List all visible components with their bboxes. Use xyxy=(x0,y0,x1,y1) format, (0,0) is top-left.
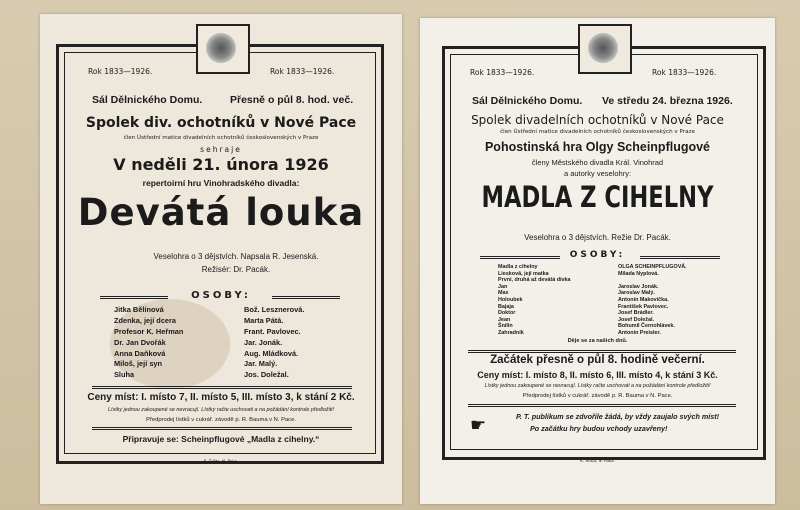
cast-row xyxy=(498,271,738,278)
cast-row xyxy=(114,370,359,381)
start-time: Začátek přesně o půl 8. hodině večerní. xyxy=(490,354,705,366)
cast-list xyxy=(498,264,738,337)
cast-actor: Aug. Mládková. xyxy=(244,348,299,358)
cast-role: Sluha xyxy=(114,370,135,380)
cast-role: Max xyxy=(498,290,509,297)
cast-heading: OSOBY: xyxy=(191,290,251,301)
cast-row xyxy=(114,359,359,370)
presale: Předprodej lístků v cukrář. závodě p. R. Bauma v N. Pace. xyxy=(146,417,296,423)
cast-actor: Jar. Malý. xyxy=(244,359,278,369)
cast-actor: Jar. Jonák. xyxy=(244,337,283,347)
cast-row xyxy=(498,330,738,337)
preparing-next: Připravuje se: Scheinpflugové „Madla z cihelny.“ xyxy=(122,434,320,444)
cast-role: Profesor K. Heřman xyxy=(114,326,184,336)
printer: K. Šrůta, N. Paka. xyxy=(580,458,615,463)
divider xyxy=(92,427,352,430)
cast-role: Zahradník xyxy=(498,329,524,336)
cast-row xyxy=(498,304,738,311)
member-line: člen Ústřední matice divadelních ochotníků československých v Praze xyxy=(123,135,319,141)
cast-actor: František Pavlovec. xyxy=(618,303,669,310)
presale: Předprodej lístků v cukrář. závodě p. R. Bauma v N. Pace. xyxy=(522,393,673,399)
years-left: Rok 1833—1926. xyxy=(88,67,153,76)
cast-row xyxy=(114,327,359,338)
venue: Sál Dělnického Domu. xyxy=(92,94,203,106)
cast-row xyxy=(114,316,359,327)
cast-actor: Josef Brádler. xyxy=(618,310,654,317)
cast-role: Miloš, její syn xyxy=(114,359,163,369)
society: Spolek divadelních ochotníků v Nové Pace xyxy=(471,113,724,127)
cast-actor: Bohumil Černohlávek. xyxy=(618,323,675,330)
divider xyxy=(92,386,352,389)
guest-sub1: členy Městského divadla Král. Vinohrad xyxy=(531,158,664,167)
cast-actor: Jos. Doležal. xyxy=(244,370,289,380)
play-subtitle: Veselohra o 3 dějstvích. Režie Dr. Pacák. xyxy=(524,233,671,242)
tickets-note: Lístky jednou zakoupené se nevracují. Lístky račte uschovati a na požádání kontrole předložiti! xyxy=(484,383,711,389)
cast-actor: Josef Doležal. xyxy=(618,316,654,323)
cast-role: Dr. Jan Dvořák xyxy=(114,337,166,347)
guest-sub2: a autorky veselohry: xyxy=(563,169,632,178)
cast-row xyxy=(114,338,359,349)
cast-actor: Milada Nyplová. xyxy=(618,270,659,277)
play-title: Devátá louka xyxy=(77,191,365,234)
poster-madla-z-cihelny xyxy=(420,18,775,504)
cast-role: Bajaja xyxy=(498,303,514,310)
guest-performance: Pohostinská hra Olgy Scheinpflugové xyxy=(484,140,711,154)
cast-actor: Antonín Makovička. xyxy=(618,296,669,303)
cast-rule-right xyxy=(640,256,720,259)
poster-devata-louka xyxy=(40,14,402,504)
cast-role: První, druhá až devátá dívka xyxy=(498,277,571,284)
cast-row xyxy=(114,349,359,360)
venue: Sál Dělnického Domu. xyxy=(472,95,583,107)
cast-row xyxy=(498,310,738,317)
sehraje: sehraje xyxy=(200,145,242,154)
cast-role: Anna Daňková xyxy=(114,348,166,358)
play-title: MADLA Z CIHELNY xyxy=(481,180,714,214)
cast-actor: Antonín Preisler. xyxy=(618,329,661,336)
years-right: Rok 1833—1926. xyxy=(270,67,335,76)
repertoire-line: repertoirní hru Vinohradského divadla: xyxy=(142,178,300,188)
director: Režisér: Dr. Pacák. xyxy=(201,265,271,274)
cast-actor: Frant. Pavlovec. xyxy=(244,326,301,336)
cast-actor: OLGA SCHEINPFLUGOVÁ. xyxy=(618,264,687,270)
years-right: Rok 1833—1926. xyxy=(652,68,717,77)
pt-notice-2: Po začátku hry budou vchody uzavřeny! xyxy=(530,424,668,433)
time: Ve středu 24. března 1926. xyxy=(602,95,733,107)
pointing-hand-icon: ☛ xyxy=(470,415,487,436)
ticket-prices: Ceny míst: I. místo 8, II. místo 6, III. místo 4, k stání 3 Kč. xyxy=(477,370,718,380)
cast-role: Madla z cihelny xyxy=(498,264,538,270)
play-subtitle: Veselohra o 3 dějstvích. Napsala R. Jesenská. xyxy=(153,252,319,261)
cast-list xyxy=(114,305,359,381)
town-crest-icon xyxy=(578,24,632,74)
divider xyxy=(468,350,736,353)
cast-role: Doktor xyxy=(498,310,516,317)
cast-role: Šnílin xyxy=(498,323,513,330)
time: Přesně o půl 8. hod. več. xyxy=(230,94,354,106)
cast-row xyxy=(498,284,738,291)
printer: K. Šrůta, N. Paka. xyxy=(203,459,239,464)
cast-row xyxy=(498,290,738,297)
member-line: člen Ústřední matice divadelních ochotníků československých v Praze xyxy=(500,129,695,135)
society: Spolek div. ochotníků v Nové Pace xyxy=(85,115,357,131)
pt-notice-1: P. T. publikum se zdvořile žádá, by vždy zaujalo svých míst! xyxy=(516,412,720,421)
cast-role: Jean xyxy=(498,316,511,323)
cast-rule-right xyxy=(272,296,340,299)
tickets-note: Lístky jednou zakoupené se nevracují. Lístky račte uschovati a na požádání kontrole předložiti! xyxy=(108,407,334,413)
cast-role: Zdenka, její dcera xyxy=(114,315,177,325)
cast-actor: Marta Pátá. xyxy=(244,315,284,325)
years-left: Rok 1833—1926. xyxy=(470,68,535,77)
cast-role: Jitka Bělínová xyxy=(114,305,164,314)
cast-actor: Jaroslav Jonák. xyxy=(618,283,659,290)
cast-role: Lieskovā, její matka xyxy=(498,270,549,277)
cast-row xyxy=(498,264,738,271)
performance-date: V neděli 21. února 1926 xyxy=(113,155,329,174)
cast-note: Děje se za našich dnů. xyxy=(567,338,628,344)
cast-role: Jan xyxy=(498,283,508,290)
divider xyxy=(468,404,736,407)
cast-row xyxy=(114,305,359,316)
cast-heading: OSOBY: xyxy=(569,250,626,260)
cast-role: Holoubek xyxy=(498,296,523,303)
cast-row xyxy=(498,297,738,304)
cast-row xyxy=(498,323,738,330)
cast-actor: Jaroslav Malý. xyxy=(618,290,655,297)
ticket-prices: Ceny míst: I. místo 7, II. místo 5, III. místo 3, k stání 2 Kč. xyxy=(87,392,355,403)
town-crest-icon xyxy=(196,24,250,74)
cast-actor: Bož. Lesznerová. xyxy=(244,305,305,314)
cast-row xyxy=(498,277,738,284)
